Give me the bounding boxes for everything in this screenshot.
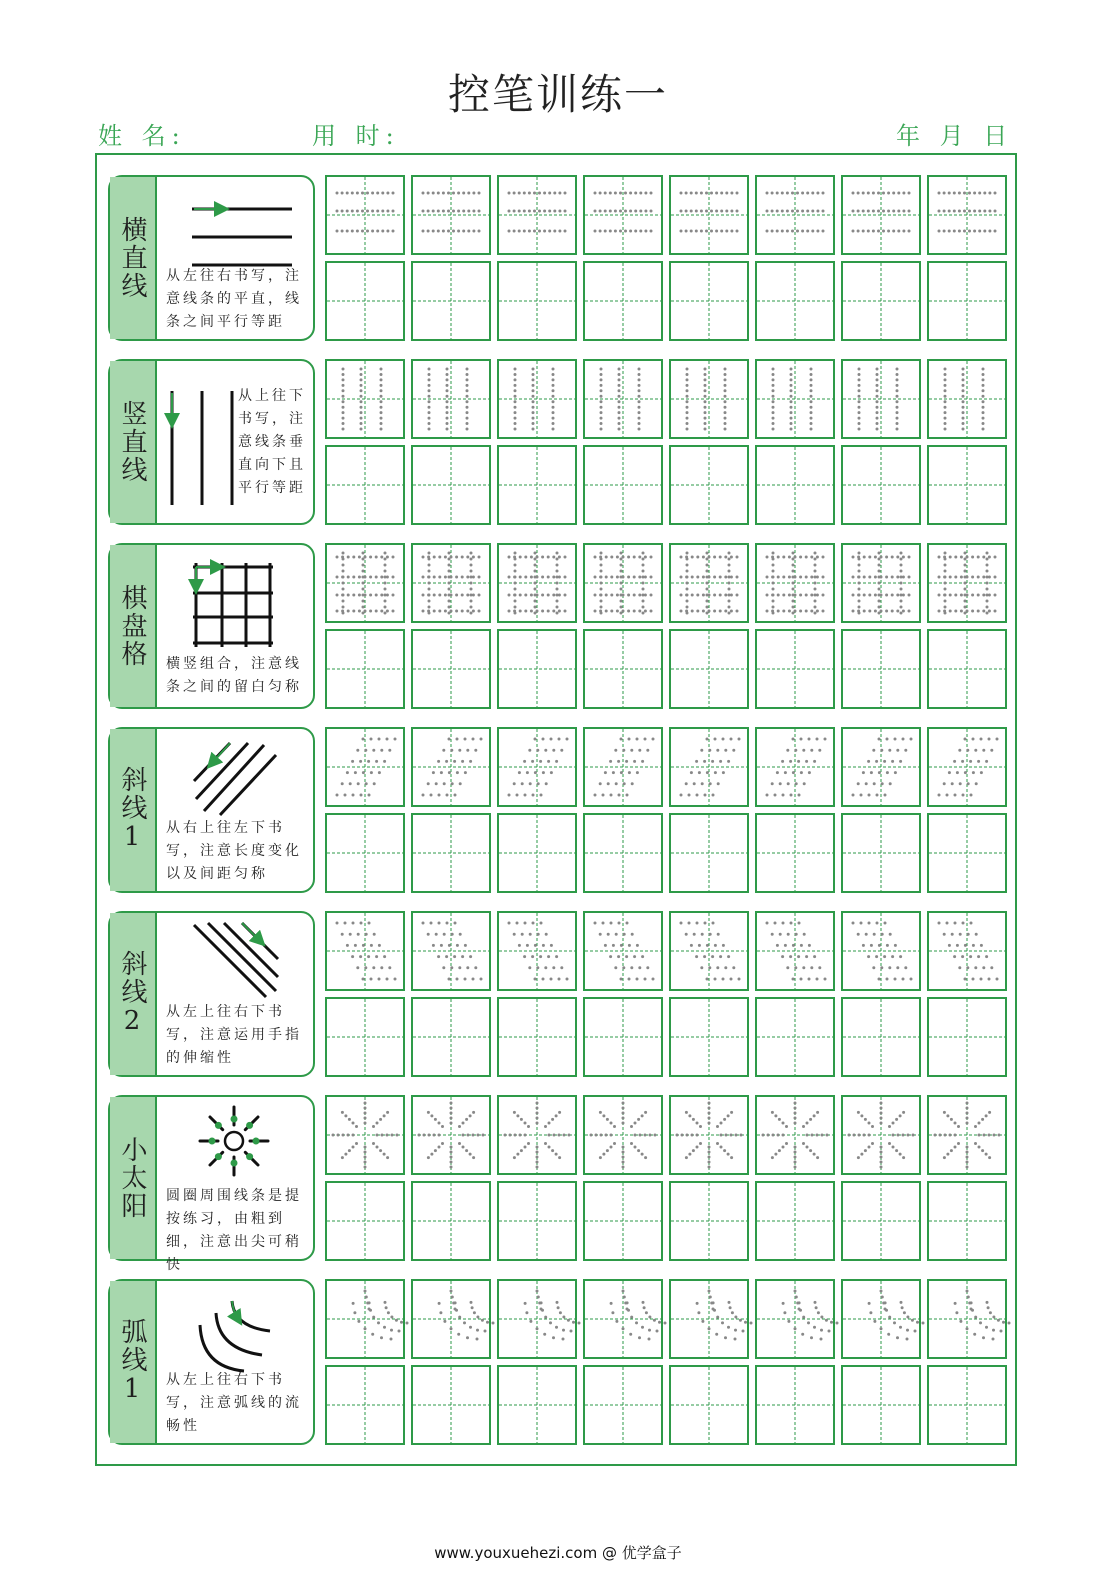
tracing-cell [669,175,749,255]
tracing-cell [927,727,1007,807]
exercise-row [108,359,1008,525]
tracing-cell [411,727,491,807]
tracing-cell [755,1279,835,1359]
stroke-example-illustration [194,1101,274,1185]
tracing-cell [325,543,405,623]
page-title: 控笔训练一 [447,70,668,119]
blank-practice-cell [325,445,405,525]
tracing-cell [325,1095,405,1175]
tracing-cell [927,175,1007,255]
instruction-card [108,1279,315,1445]
tracing-cell [583,727,663,807]
blank-practice-cell [497,813,577,893]
blank-practice-cell [497,629,577,709]
blank-practice-cell [755,997,835,1077]
blank-practice-cell [497,445,577,525]
blank-practice-cell [583,261,663,341]
exercise-label: 小太阳 [117,1136,147,1220]
blank-practice-cell [669,445,749,525]
tracing-cell [583,359,663,439]
exercise-label-tab [110,177,157,339]
exercise-row [108,175,1008,341]
blank-practice-cell [497,1365,577,1445]
tracing-cell [841,727,921,807]
exercise-label: 弧线1 [117,1318,147,1406]
tracing-cell [927,543,1007,623]
exercise-label-tab [110,913,157,1075]
blank-practice-cell [411,813,491,893]
tracing-cell [841,1279,921,1359]
blank-practice-cell [669,813,749,893]
tracing-cell [497,727,577,807]
exercise-description: 从左上往右下书写，注意弧线的流畅性 [166,1372,302,1434]
tracing-cell [325,727,405,807]
blank-practice-cell [841,997,921,1077]
tracing-cell [841,543,921,623]
tracing-cell [583,1279,663,1359]
tracing-cell [841,359,921,439]
stroke-example-illustration [190,921,280,1005]
tracing-cell [325,911,405,991]
blank-practice-cell [841,629,921,709]
exercise-label-tab [110,1097,157,1259]
blank-practice-cell [841,1365,921,1445]
exercise-description: 从右上往左下书写，注意长度变化以及间距匀称 [166,820,302,882]
blank-practice-cell [325,997,405,1077]
exercise-label-tab [110,1281,157,1443]
exercise-row [108,727,1008,893]
blank-practice-cell [497,1181,577,1261]
tracing-cell [583,543,663,623]
blank-practice-cell [927,1181,1007,1261]
blank-practice-cell [583,445,663,525]
tracing-cell [755,727,835,807]
tracing-cell [755,1095,835,1175]
tracing-cell [841,175,921,255]
tracing-cell [927,911,1007,991]
blank-practice-cell [325,1365,405,1445]
tracing-cell [325,359,405,439]
blank-practice-cell [669,629,749,709]
tracing-cell [411,175,491,255]
blank-practice-cell [325,261,405,341]
blank-practice-cell [411,445,491,525]
blank-practice-cell [583,1365,663,1445]
tracing-cell [497,1279,577,1359]
tracing-cell [755,175,835,255]
instruction-card [108,727,315,893]
blank-practice-cell [583,1181,663,1261]
tracing-cell [927,1095,1007,1175]
exercise-label: 斜线2 [117,950,147,1038]
blank-practice-cell [411,997,491,1077]
tracing-cell [411,359,491,439]
exercise-label-tab [110,545,157,707]
instruction-card [108,359,315,525]
blank-practice-cell [411,1365,491,1445]
tracing-cell [755,543,835,623]
tracing-cell [669,543,749,623]
name-field-label: 姓 名: [98,122,186,150]
exercise-row [108,911,1008,1077]
footer-website: www.youxuehezi.com @ 优学盒子 [434,1544,682,1562]
instruction-card [108,1095,315,1273]
tracing-cell [325,175,405,255]
tracing-cell [669,359,749,439]
blank-practice-cell [927,445,1007,525]
exercise-description: 从左上往右下书写，注意运用手指的伸缩性 [166,1004,302,1066]
tracing-cell [669,1095,749,1175]
blank-practice-cell [325,629,405,709]
tracing-cell [927,1279,1007,1359]
exercise-description: 圆圈周围线条是提按练习，由粗到细，注意出尖可稍快 [166,1188,302,1273]
blank-practice-cell [583,629,663,709]
date-field-label: 年 月 日 [896,122,1014,150]
exercise-description: 从左往右书写，注意线条的平直，线条之间平行等距 [166,268,302,330]
tracing-cell [841,911,921,991]
blank-practice-cell [755,1365,835,1445]
tracing-cell [411,543,491,623]
exercise-label: 棋盘格 [117,584,147,668]
blank-practice-cell [411,1181,491,1261]
blank-practice-cell [669,261,749,341]
tracing-cell [325,1279,405,1359]
blank-practice-cell [411,629,491,709]
blank-practice-cell [583,997,663,1077]
exercise-label: 竖直线 [117,400,147,484]
blank-practice-cell [927,813,1007,893]
stroke-example-illustration [182,189,302,273]
tracing-cell [669,1279,749,1359]
blank-practice-cell [583,813,663,893]
blank-practice-cell [755,1181,835,1261]
tracing-cell [841,1095,921,1175]
blank-practice-cell [755,629,835,709]
exercise-description: 从上往下书写，注意线条垂直向下且平行等距 [238,388,306,496]
blank-practice-cell [669,1365,749,1445]
blank-practice-cell [669,997,749,1077]
instruction-card [108,543,315,709]
tracing-cell [497,911,577,991]
tracing-cell [927,359,1007,439]
blank-practice-cell [841,813,921,893]
blank-practice-cell [927,261,1007,341]
exercise-row [108,1095,1008,1273]
blank-practice-cell [411,261,491,341]
blank-practice-cell [325,1181,405,1261]
tracing-cell [411,1279,491,1359]
exercise-label: 横直线 [117,216,147,300]
blank-practice-cell [841,445,921,525]
time-field-label: 用 时: [312,122,400,150]
tracing-cell [583,1095,663,1175]
exercise-label: 斜线1 [117,766,147,854]
tracing-cell [497,1095,577,1175]
stroke-example-illustration [188,559,278,653]
blank-practice-cell [497,261,577,341]
blank-practice-cell [669,1181,749,1261]
blank-practice-cell [841,1181,921,1261]
tracing-cell [497,543,577,623]
blank-practice-cell [755,261,835,341]
stroke-example-illustration [162,383,242,517]
blank-practice-cell [841,261,921,341]
tracing-cell [497,359,577,439]
tracing-cell [411,1095,491,1175]
blank-practice-cell [927,629,1007,709]
tracing-cell [755,359,835,439]
tracing-cell [755,911,835,991]
exercise-description: 横竖组合，注意线条之间的留白匀称 [166,656,302,695]
exercise-label-tab [110,729,157,891]
tracing-cell [411,911,491,991]
blank-practice-cell [325,813,405,893]
blank-practice-cell [755,813,835,893]
blank-practice-cell [927,997,1007,1077]
exercise-row [108,1279,1008,1445]
tracing-cell [583,911,663,991]
tracing-cell [669,911,749,991]
exercise-row [108,543,1008,709]
exercise-label-tab [110,361,157,523]
blank-practice-cell [755,445,835,525]
stroke-example-illustration [190,739,280,823]
tracing-cell [669,727,749,807]
blank-practice-cell [497,997,577,1077]
tracing-cell [497,175,577,255]
tracing-cell [583,175,663,255]
instruction-card [108,911,315,1077]
instruction-card [108,175,315,341]
blank-practice-cell [927,1365,1007,1445]
